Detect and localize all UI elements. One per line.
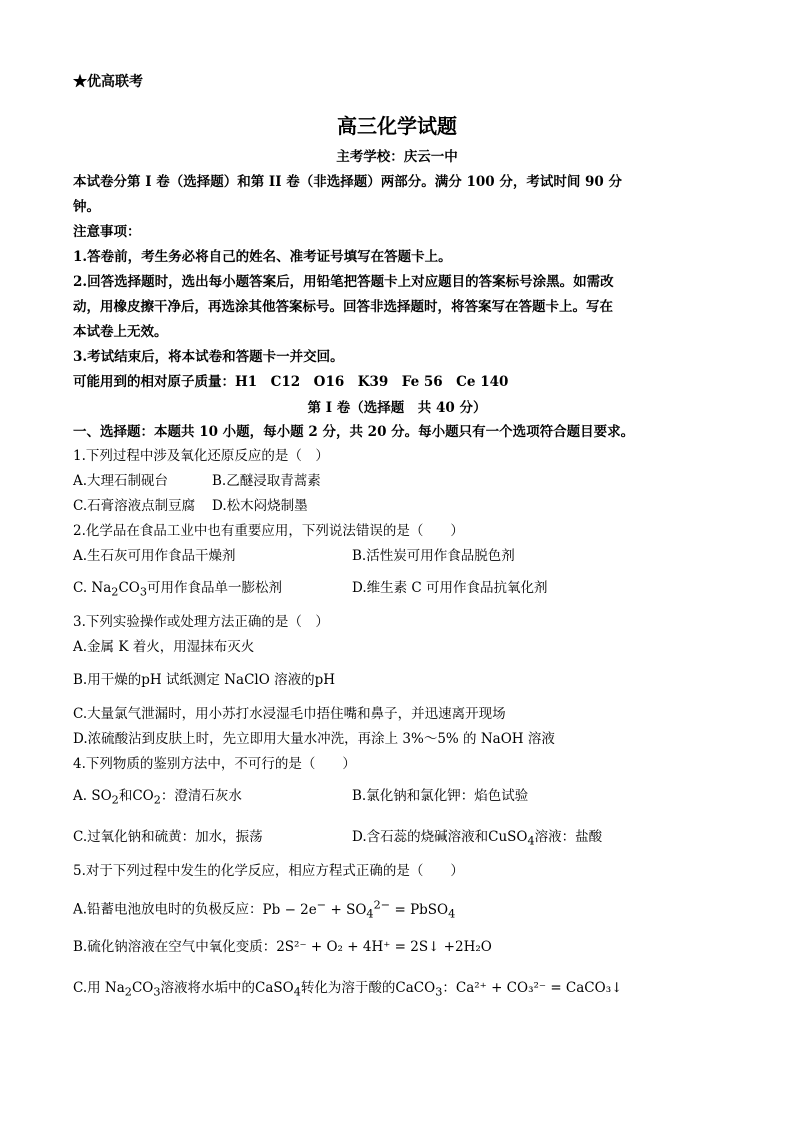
question-1-option-b: B.乙醚浸取青蒿素 (212, 473, 321, 489)
question-5-stem: 5.对于下列过程中发生的化学反应，相应方程式正确的是（ ） (73, 863, 464, 879)
equation-b: 2S²⁻ + O₂ + 4H⁺ = 2S↓ +2H₂O (276, 939, 492, 955)
equation-c: Ca²⁺ + CO₃²⁻ = CaCO₃↓ (455, 980, 623, 996)
intro-line-1: 本试卷分第 I 卷（选择题）和第 II 卷（非选择题）两部分。满分 100 分，考试时间 90 分 (73, 174, 623, 190)
question-4-option-a: A. $SO_2$和$CO_2$：澄清石灰水 (73, 788, 242, 807)
question-5-option-c: C.用 $Na_2CO_3$溶液将水垢中的CaSO$_4$转化为溶于酸的CaCO$_3$：Ca²⁺ + CO₃²⁻ = CaCO₃↓ (73, 980, 623, 999)
brand-label: ★优高联考 (73, 74, 143, 90)
intro-line-2: 钟。 (73, 199, 100, 215)
question-3-option-a: A.金属 K 着火，用湿抹布灭火 (73, 639, 255, 655)
equation-a: $Pb - 2e^- + SO_4^{2-}$ = PbSO$_4$ (262, 898, 456, 921)
question-1-option-d: D.松木闷烧制墨 (212, 498, 308, 514)
question-4-option-c: C.过氧化钠和硫黄：加水，振荡 (73, 829, 263, 845)
question-5-option-a: A.铅蓄电池放电时的负极反应：$Pb - 2e^- + SO_4^{2-}$ = PbSO$_4$ (73, 898, 456, 921)
question-5-option-b: B.硫化钠溶液在空气中氧化变质：2S²⁻ + O₂ + 4H⁺ = 2S↓ +2H₂O (73, 939, 492, 955)
note-2-line-3: 本试卷上无效。 (73, 324, 168, 340)
question-4-stem: 4.下列物质的鉴别方法中，不可行的是（ ） (73, 756, 356, 772)
question-1-option-c: C.石膏溶液点制豆腐 (73, 498, 196, 514)
host-school: 主考学校：庆云一中 (336, 149, 458, 165)
question-2-option-d: D.维生素 C 可用作食品抗氧化剂 (352, 580, 548, 596)
question-3-stem: 3.下列实验操作或处理方法正确的是（ ） (73, 614, 329, 630)
question-3-option-b: B.用干燥的pH 试纸测定 NaClO 溶液的pH (73, 672, 335, 688)
question-1-option-a: A.大理石制砚台 (73, 473, 169, 489)
question-2-stem: 2.化学品在食品工业中也有重要应用，下列说法错误的是（ ） (73, 523, 464, 539)
notes-title: 注意事项： (73, 224, 141, 240)
note-2-line-2: 动，用橡皮擦干净后，再选涂其他答案标号。回答非选择题时，将答案写在答题卡上。写在 (73, 299, 613, 315)
question-2-option-a: A.生石灰可用作食品干燥剂 (73, 548, 236, 564)
page-title: 高三化学试题 (337, 114, 457, 138)
question-3-option-d: D.浓硫酸沾到皮肤上时，先立即用大量水冲洗，再涂上 3%～5% 的 NaOH 溶液 (73, 731, 555, 747)
question-1-stem: 1.下列过程中涉及氧化还原反应的是（ ） (73, 448, 329, 464)
atomic-masses: 可能用到的相对原子质量：H1 C12 O16 K39 Fe 56 Ce 140 (73, 374, 509, 390)
question-4-option-b: B.氯化钠和氯化钾：焰色试验 (352, 788, 529, 804)
question-2-option-b: B.活性炭可用作食品脱色剂 (352, 548, 515, 564)
note-3: 3.考试结束后，将本试卷和答题卡一并交回。 (73, 349, 344, 365)
note-2-line-1: 2.回答选择题时，选出每小题答案后，用铅笔把答题卡上对应题目的答案标号涂黑。如需改 (73, 274, 614, 290)
question-4-option-d: D.含石蕊的烧碱溶液和CuSO$_4$溶液：盐酸 (352, 829, 603, 848)
section-heading: 一、选择题：本题共 10 小题，每小题 2 分，共 20 分。每小题只有一个选项符合题目要求。 (73, 424, 635, 440)
note-1: 1.答卷前，考生务必将自己的姓名、准考证号填写在答题卡上。 (73, 249, 452, 265)
question-3-option-c: C.大量氯气泄漏时，用小苏打水浸湿毛巾捂住嘴和鼻子，并迅速离开现场 (73, 706, 506, 722)
question-2-option-c: C. $Na_2CO_3$可用作食品单一膨松剂 (73, 580, 283, 599)
part1-heading: 第 I 卷（选择题 共 40 分） (307, 400, 487, 416)
